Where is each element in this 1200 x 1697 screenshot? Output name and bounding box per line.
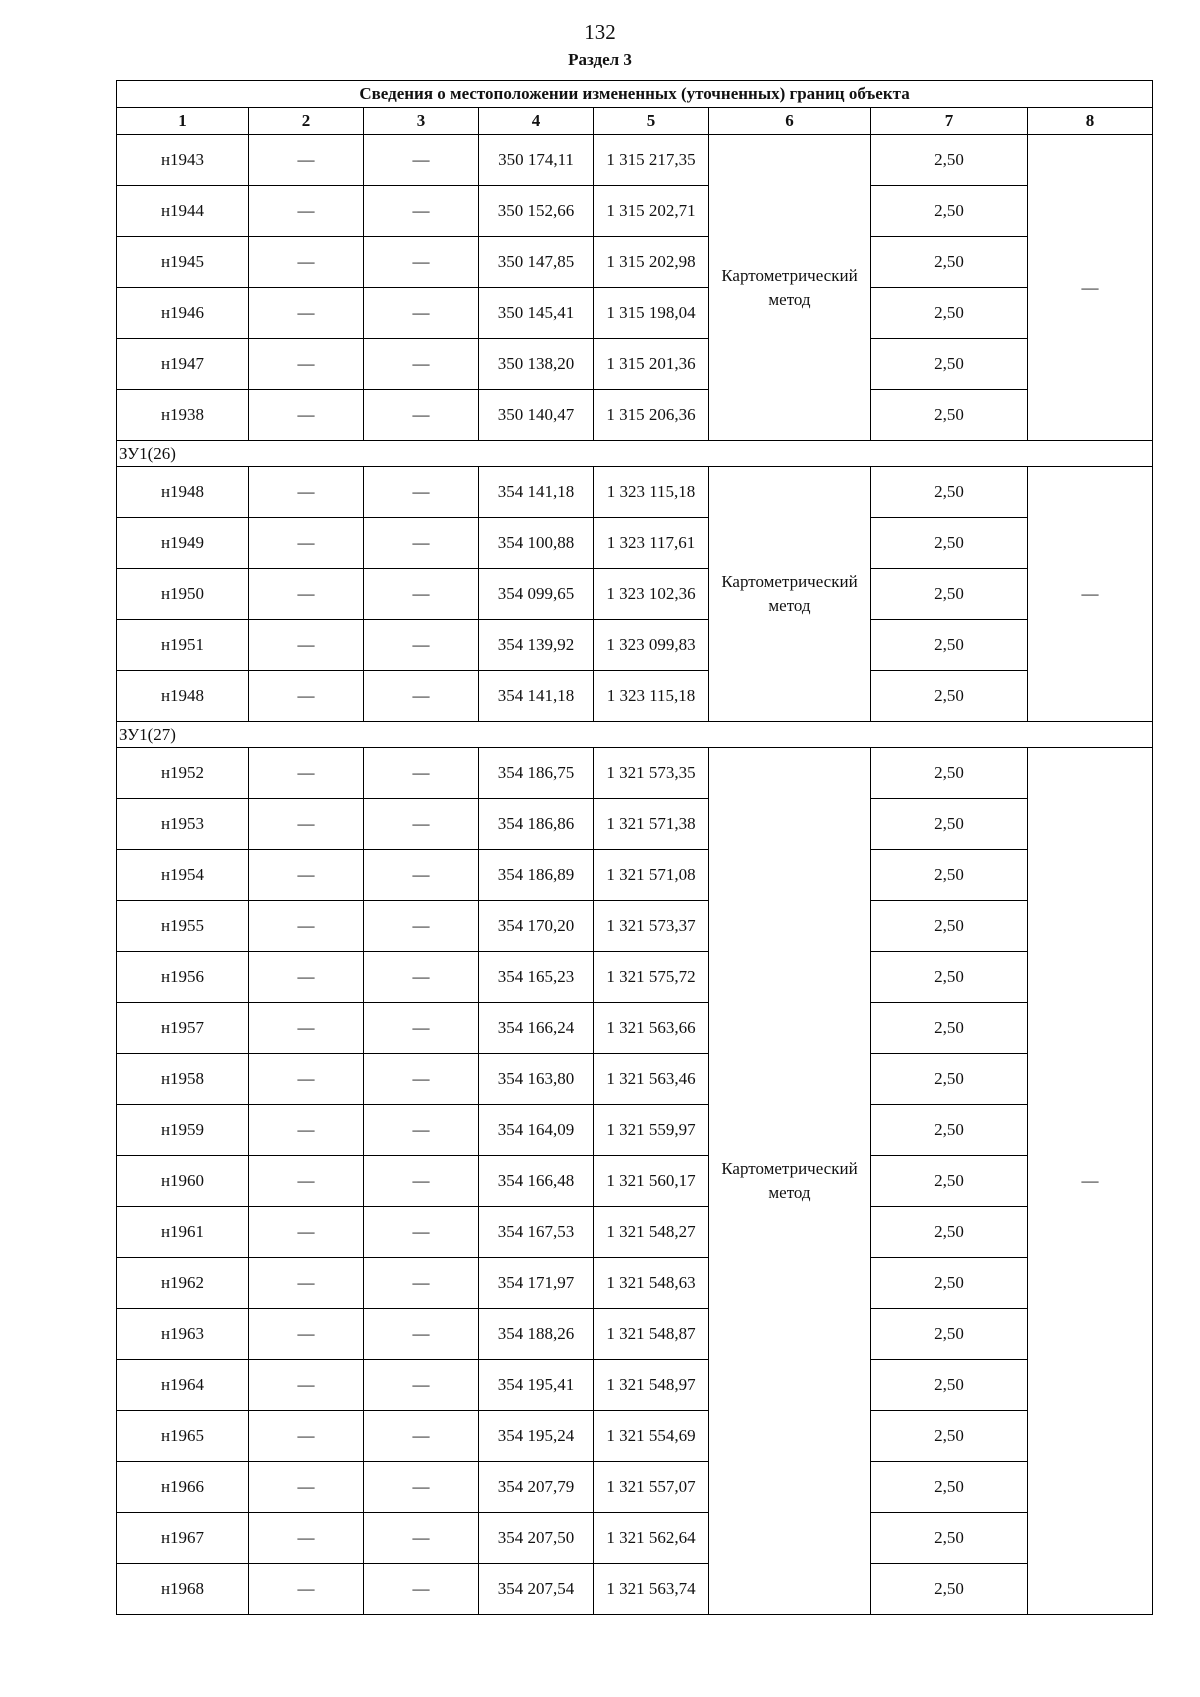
point-name-cell: н1965 [117,1411,249,1462]
x-coordinate-cell: 354 186,89 [479,850,594,901]
group-label-row [117,441,1153,467]
col2-cell: — [249,1564,364,1615]
table-row [117,901,1153,952]
col3-cell: — [364,339,479,390]
group-label: ЗУ1(26) [117,441,1153,467]
y-coordinate-cell: 1 315 198,04 [594,288,709,339]
table-caption-row [117,81,1153,108]
point-name-cell: н1955 [117,901,249,952]
col3-cell: — [364,748,479,799]
col2-cell: — [249,1207,364,1258]
col3-cell: — [364,186,479,237]
table-row [117,1513,1153,1564]
accuracy-cell: 2,50 [871,569,1028,620]
col8-cell: — [1028,135,1153,441]
point-name-cell: н1959 [117,1105,249,1156]
y-coordinate-cell: 1 321 563,66 [594,1003,709,1054]
col3-cell: — [364,1309,479,1360]
col2-cell: — [249,901,364,952]
col2-cell: — [249,748,364,799]
x-coordinate-cell: 354 207,79 [479,1462,594,1513]
col3-cell: — [364,952,479,1003]
col3-cell: — [364,237,479,288]
point-name-cell: н1951 [117,620,249,671]
point-name-cell: н1963 [117,1309,249,1360]
table-row [117,671,1153,722]
accuracy-cell: 2,50 [871,1003,1028,1054]
col3-cell: — [364,620,479,671]
y-coordinate-cell: 1 321 559,97 [594,1105,709,1156]
coordinates-table [116,80,1153,1615]
table-row [117,288,1153,339]
y-coordinate-cell: 1 323 115,18 [594,671,709,722]
column-number: 5 [594,108,709,135]
accuracy-cell: 2,50 [871,390,1028,441]
table-row [117,799,1153,850]
col3-cell: — [364,1360,479,1411]
y-coordinate-cell: 1 321 560,17 [594,1156,709,1207]
y-coordinate-cell: 1 315 201,36 [594,339,709,390]
x-coordinate-cell: 354 166,48 [479,1156,594,1207]
col2-cell: — [249,390,364,441]
table-row [117,1207,1153,1258]
col3-cell: — [364,1054,479,1105]
x-coordinate-cell: 354 170,20 [479,901,594,952]
column-number: 4 [479,108,594,135]
x-coordinate-cell: 354 141,18 [479,467,594,518]
point-name-cell: н1948 [117,467,249,518]
accuracy-cell: 2,50 [871,1564,1028,1615]
x-coordinate-cell: 354 188,26 [479,1309,594,1360]
method-cell: Картометрический метод [709,467,871,722]
point-name-cell: н1954 [117,850,249,901]
accuracy-cell: 2,50 [871,237,1028,288]
x-coordinate-cell: 354 165,23 [479,952,594,1003]
table-row [117,135,1153,186]
point-name-cell: н1945 [117,237,249,288]
col3-cell: — [364,1105,479,1156]
x-coordinate-cell: 354 186,75 [479,748,594,799]
col3-cell: — [364,135,479,186]
table-row [117,569,1153,620]
col3-cell: — [364,1207,479,1258]
group-label-row [117,722,1153,748]
column-number: 8 [1028,108,1153,135]
col2-cell: — [249,1105,364,1156]
col2-cell: — [249,339,364,390]
table-row [117,518,1153,569]
x-coordinate-cell: 354 141,18 [479,671,594,722]
col2-cell: — [249,850,364,901]
x-coordinate-cell: 350 147,85 [479,237,594,288]
point-name-cell: н1938 [117,390,249,441]
accuracy-cell: 2,50 [871,671,1028,722]
y-coordinate-cell: 1 323 115,18 [594,467,709,518]
point-name-cell: н1968 [117,1564,249,1615]
col2-cell: — [249,1360,364,1411]
y-coordinate-cell: 1 321 557,07 [594,1462,709,1513]
x-coordinate-cell: 354 099,65 [479,569,594,620]
column-number: 1 [117,108,249,135]
col2-cell: — [249,1156,364,1207]
accuracy-cell: 2,50 [871,1462,1028,1513]
col2-cell: — [249,799,364,850]
table-row [117,1054,1153,1105]
x-coordinate-cell: 354 207,54 [479,1564,594,1615]
table-row [117,748,1153,799]
table-row [117,390,1153,441]
col3-cell: — [364,1513,479,1564]
x-coordinate-cell: 350 152,66 [479,186,594,237]
accuracy-cell: 2,50 [871,135,1028,186]
y-coordinate-cell: 1 323 099,83 [594,620,709,671]
table-row [117,1564,1153,1615]
point-name-cell: н1943 [117,135,249,186]
y-coordinate-cell: 1 321 571,38 [594,799,709,850]
point-name-cell: н1958 [117,1054,249,1105]
column-number: 3 [364,108,479,135]
accuracy-cell: 2,50 [871,952,1028,1003]
table-row [117,1258,1153,1309]
col3-cell: — [364,467,479,518]
y-coordinate-cell: 1 315 202,71 [594,186,709,237]
col2-cell: — [249,467,364,518]
col3-cell: — [364,850,479,901]
table-row [117,467,1153,518]
y-coordinate-cell: 1 321 548,63 [594,1258,709,1309]
y-coordinate-cell: 1 321 563,74 [594,1564,709,1615]
accuracy-cell: 2,50 [871,1207,1028,1258]
table-row [117,1462,1153,1513]
y-coordinate-cell: 1 315 202,98 [594,237,709,288]
col2-cell: — [249,288,364,339]
x-coordinate-cell: 350 174,11 [479,135,594,186]
accuracy-cell: 2,50 [871,1360,1028,1411]
x-coordinate-cell: 354 166,24 [479,1003,594,1054]
col3-cell: — [364,799,479,850]
point-name-cell: н1944 [117,186,249,237]
point-name-cell: н1952 [117,748,249,799]
x-coordinate-cell: 354 167,53 [479,1207,594,1258]
x-coordinate-cell: 354 139,92 [479,620,594,671]
y-coordinate-cell: 1 321 575,72 [594,952,709,1003]
accuracy-cell: 2,50 [871,518,1028,569]
accuracy-cell: 2,50 [871,901,1028,952]
x-coordinate-cell: 350 138,20 [479,339,594,390]
col2-cell: — [249,1309,364,1360]
col2-cell: — [249,1003,364,1054]
table-row [117,186,1153,237]
point-name-cell: н1950 [117,569,249,620]
method-cell: Картометрический метод [709,748,871,1615]
col3-cell: — [364,1564,479,1615]
table-body [117,81,1153,1615]
col2-cell: — [249,518,364,569]
col2-cell: — [249,135,364,186]
x-coordinate-cell: 354 195,41 [479,1360,594,1411]
col3-cell: — [364,1462,479,1513]
point-name-cell: н1960 [117,1156,249,1207]
col2-cell: — [249,1054,364,1105]
col2-cell: — [249,186,364,237]
point-name-cell: н1962 [117,1258,249,1309]
table-row [117,850,1153,901]
col8-cell: — [1028,748,1153,1615]
accuracy-cell: 2,50 [871,620,1028,671]
point-name-cell: н1961 [117,1207,249,1258]
point-name-cell: н1957 [117,1003,249,1054]
accuracy-cell: 2,50 [871,1513,1028,1564]
col3-cell: — [364,288,479,339]
table-row [117,1309,1153,1360]
y-coordinate-cell: 1 321 548,97 [594,1360,709,1411]
point-name-cell: н1948 [117,671,249,722]
col2-cell: — [249,1411,364,1462]
col3-cell: — [364,569,479,620]
x-coordinate-cell: 354 100,88 [479,518,594,569]
accuracy-cell: 2,50 [871,1258,1028,1309]
point-name-cell: н1949 [117,518,249,569]
col8-cell: — [1028,467,1153,722]
x-coordinate-cell: 350 145,41 [479,288,594,339]
page-number: 132 [584,20,616,44]
y-coordinate-cell: 1 321 573,35 [594,748,709,799]
col3-cell: — [364,1411,479,1462]
x-coordinate-cell: 354 186,86 [479,799,594,850]
group-label: ЗУ1(27) [117,722,1153,748]
accuracy-cell: 2,50 [871,799,1028,850]
table-row [117,1003,1153,1054]
y-coordinate-cell: 1 315 217,35 [594,135,709,186]
method-cell: Картометрический метод [709,135,871,441]
col2-cell: — [249,1258,364,1309]
column-number: 7 [871,108,1028,135]
y-coordinate-cell: 1 321 563,46 [594,1054,709,1105]
accuracy-cell: 2,50 [871,339,1028,390]
col2-cell: — [249,569,364,620]
column-number: 2 [249,108,364,135]
accuracy-cell: 2,50 [871,467,1028,518]
col3-cell: — [364,390,479,441]
col2-cell: — [249,1513,364,1564]
accuracy-cell: 2,50 [871,1054,1028,1105]
section-title: Раздел 3 [568,50,632,69]
accuracy-cell: 2,50 [871,1309,1028,1360]
table-row [117,1105,1153,1156]
x-coordinate-cell: 350 140,47 [479,390,594,441]
y-coordinate-cell: 1 321 562,64 [594,1513,709,1564]
point-name-cell: н1947 [117,339,249,390]
col2-cell: — [249,237,364,288]
x-coordinate-cell: 354 164,09 [479,1105,594,1156]
y-coordinate-cell: 1 321 573,37 [594,901,709,952]
accuracy-cell: 2,50 [871,850,1028,901]
table-row [117,1156,1153,1207]
point-name-cell: н1946 [117,288,249,339]
y-coordinate-cell: 1 323 102,36 [594,569,709,620]
point-name-cell: н1964 [117,1360,249,1411]
x-coordinate-cell: 354 195,24 [479,1411,594,1462]
col2-cell: — [249,952,364,1003]
y-coordinate-cell: 1 321 548,87 [594,1309,709,1360]
x-coordinate-cell: 354 207,50 [479,1513,594,1564]
table-row [117,1411,1153,1462]
col2-cell: — [249,671,364,722]
x-coordinate-cell: 354 171,97 [479,1258,594,1309]
y-coordinate-cell: 1 321 571,08 [594,850,709,901]
col3-cell: — [364,1258,479,1309]
point-name-cell: н1966 [117,1462,249,1513]
table-row [117,237,1153,288]
col3-cell: — [364,671,479,722]
accuracy-cell: 2,50 [871,1105,1028,1156]
column-number: 6 [709,108,871,135]
accuracy-cell: 2,50 [871,1411,1028,1462]
col3-cell: — [364,901,479,952]
col3-cell: — [364,1003,479,1054]
y-coordinate-cell: 1 321 554,69 [594,1411,709,1462]
table-row [117,620,1153,671]
col2-cell: — [249,620,364,671]
table-row [117,1360,1153,1411]
y-coordinate-cell: 1 321 548,27 [594,1207,709,1258]
x-coordinate-cell: 354 163,80 [479,1054,594,1105]
col3-cell: — [364,1156,479,1207]
accuracy-cell: 2,50 [871,288,1028,339]
y-coordinate-cell: 1 323 117,61 [594,518,709,569]
table-row [117,952,1153,1003]
col3-cell: — [364,518,479,569]
table-row [117,339,1153,390]
table-caption: Сведения о местоположении измененных (уточненных) границ объекта [117,81,1153,108]
point-name-cell: н1953 [117,799,249,850]
accuracy-cell: 2,50 [871,748,1028,799]
column-numbers-row [117,108,1153,135]
y-coordinate-cell: 1 315 206,36 [594,390,709,441]
accuracy-cell: 2,50 [871,186,1028,237]
col2-cell: — [249,1462,364,1513]
point-name-cell: н1967 [117,1513,249,1564]
point-name-cell: н1956 [117,952,249,1003]
accuracy-cell: 2,50 [871,1156,1028,1207]
